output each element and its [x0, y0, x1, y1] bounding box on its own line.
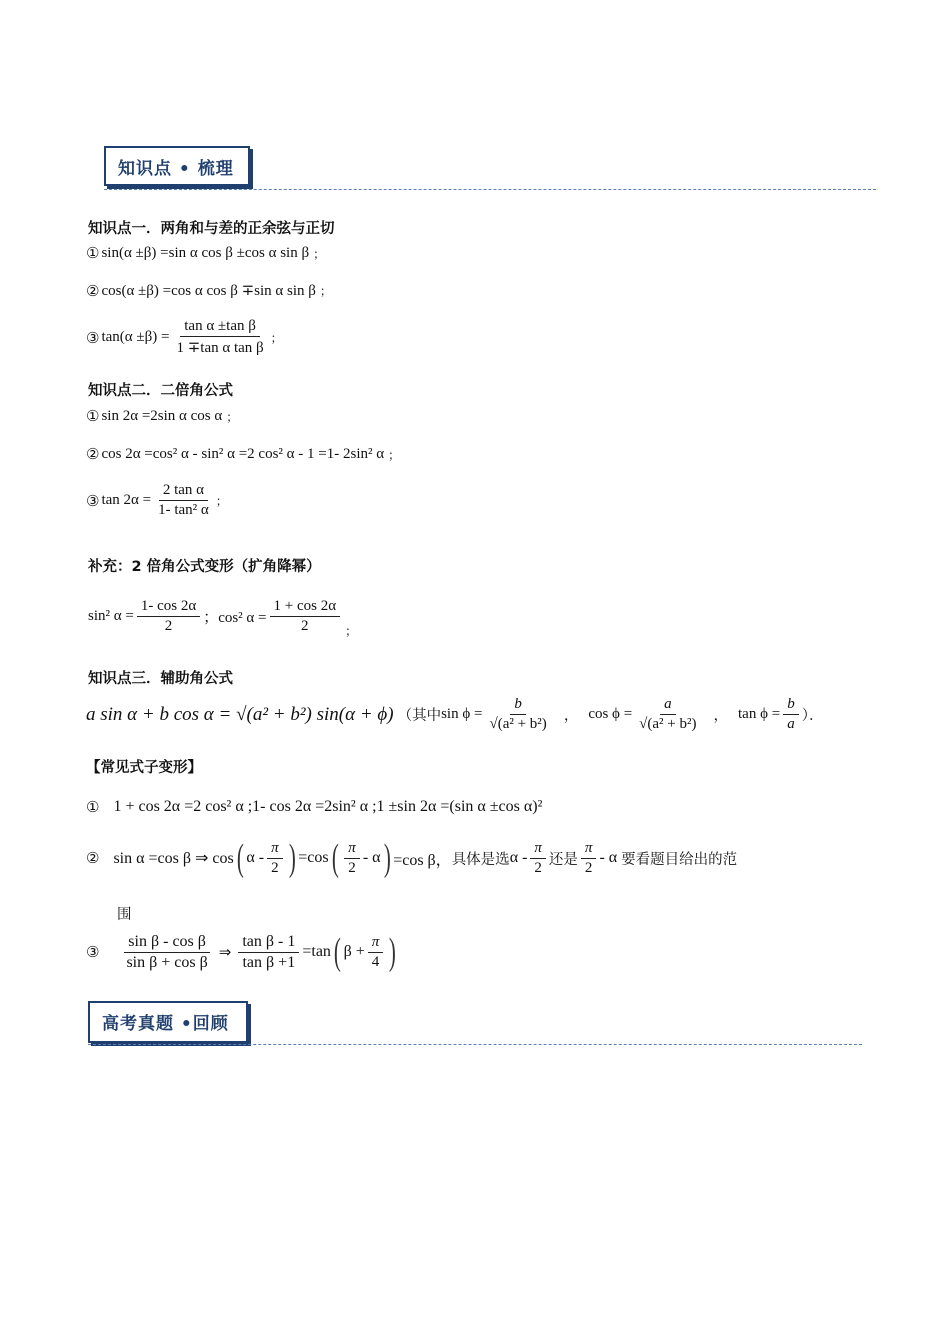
numerator: tan β - 1 — [238, 933, 299, 953]
separator: ， — [563, 708, 579, 724]
formula-part: =tan — [302, 943, 331, 960]
numerator: 1- cos 2α — [137, 598, 200, 617]
numerator: 2 tan α — [159, 482, 208, 501]
k1-heading: 知识点一．两角和与差的正余弦与正切 — [88, 221, 335, 237]
fraction — [238, 933, 299, 972]
section-title-exam-review — [88, 1001, 248, 1043]
sin-lhs: sin ϕ = — [441, 706, 483, 722]
item-number: ② — [86, 281, 100, 300]
fraction — [122, 933, 211, 972]
denominator: 2 — [301, 618, 309, 634]
formula-sep: ；cos² α = — [203, 610, 267, 626]
numerator: π — [344, 840, 360, 859]
fraction — [270, 598, 341, 635]
numerator: sin β - cos β — [124, 933, 210, 953]
numerator: π — [530, 840, 546, 859]
item-number: ① — [86, 244, 100, 262]
common-formula-3 — [86, 930, 399, 974]
denominator: sin β + cos β — [126, 953, 208, 971]
numerator: π — [267, 840, 283, 859]
fraction — [344, 840, 360, 877]
denominator: tan β +1 — [242, 953, 296, 971]
left-paren: ( — [236, 837, 244, 879]
formula-part: =cos β， — [393, 851, 452, 869]
denominator: √(a² + b²) — [639, 716, 697, 732]
right-paren: ) — [383, 837, 391, 879]
fraction — [581, 840, 597, 877]
item-number: ① — [86, 407, 100, 425]
k1-formula-1 — [86, 244, 325, 262]
section-divider — [88, 1044, 862, 1045]
fraction — [783, 696, 799, 733]
formula-part: =cos — [298, 849, 329, 866]
fraction — [485, 696, 550, 733]
denominator: 2 — [271, 859, 279, 876]
formula-end: ； — [215, 494, 228, 508]
formula-lhs: tan 2α = — [101, 492, 152, 508]
arrow: ⇒ — [218, 944, 232, 961]
formula-part: sin α =cos β ⇒ cos — [113, 850, 234, 867]
formula-text: sin(α ±β) =sin α cos β ±cos α sin β — [101, 244, 310, 261]
left-paren: ( — [331, 837, 339, 879]
formula-end: ； — [388, 447, 401, 462]
cos-lhs: cos ϕ = — [588, 706, 633, 722]
left-paren: ( — [333, 931, 341, 973]
formula-text: 1 + cos 2α =2 cos² α ;1- cos 2α =2sin² α ;1 ±sin 2α =(sin α ±cos α)² — [113, 798, 543, 815]
formula-end: ； — [319, 284, 332, 298]
formula-part: β + — [343, 943, 365, 960]
numerator: 1 + cos 2α — [270, 598, 341, 617]
formula-end: ； — [226, 409, 239, 424]
formula-end: ； — [345, 624, 358, 638]
item-number: ② — [86, 445, 100, 463]
denominator: 2 — [534, 859, 542, 876]
formula-end: ； — [270, 331, 283, 345]
numerator: π — [581, 840, 597, 859]
k3-formula — [86, 696, 823, 733]
formula-text: sin 2α =2sin α cos α — [101, 407, 223, 424]
auxiliary-formula: a sin α + b cos α = √(a² + b²) sin(α + ϕ) — [86, 703, 394, 725]
denominator: 2 — [584, 859, 593, 876]
note-text: 要看题目给出的范 — [621, 851, 738, 868]
fraction — [137, 598, 200, 635]
fraction — [635, 696, 700, 733]
numerator: b — [783, 696, 799, 715]
formula-lhs: tan(α ±β) = — [101, 329, 170, 345]
tan-lhs: tan ϕ = — [738, 706, 781, 722]
denominator: a — [787, 716, 795, 732]
note-open: （其中 — [397, 708, 442, 724]
formula-part: - α — [362, 849, 381, 866]
item-number: ③ — [86, 943, 100, 961]
denominator: 2 — [164, 618, 173, 634]
item-number: ② — [86, 849, 100, 867]
k3-heading: 知识点三．辅助角公式 — [88, 671, 233, 687]
note-close: ）． — [801, 708, 824, 724]
numerator: a — [660, 696, 676, 715]
numerator: b — [510, 696, 526, 715]
numerator: π — [368, 934, 384, 953]
section-title-knowledge — [104, 146, 250, 186]
common-heading: 【常见式子变形】 — [86, 760, 202, 776]
k2-formula-1 — [86, 407, 238, 425]
k1-formula-3 — [86, 318, 283, 357]
fraction — [368, 934, 384, 971]
fraction — [154, 482, 213, 519]
supp-heading: 补充：2 倍角公式变形（扩角降幂） — [88, 559, 321, 575]
section-title-text: 高考真题 •回顾 — [102, 1014, 229, 1034]
denominator: 2 — [348, 859, 356, 876]
k1-formula-2 — [86, 281, 332, 300]
formula-lhs: sin² α = — [88, 608, 134, 624]
fraction — [172, 318, 267, 357]
formula-part: α - — [509, 849, 528, 866]
fraction — [530, 840, 546, 877]
denominator: 1- tan² α — [158, 502, 209, 518]
denominator: 1 ∓tan α tan β — [176, 340, 264, 356]
common-formula-1 — [86, 798, 542, 816]
formula-part: - α — [599, 849, 618, 866]
numerator: tan α ±tan β — [180, 318, 260, 337]
formula-end: ； — [313, 246, 326, 261]
denominator: √(a² + b²) — [489, 716, 547, 732]
note-text: 还是 — [548, 851, 578, 868]
section-title-text: 知识点 • 梳理 — [118, 159, 234, 179]
right-paren: ) — [389, 931, 397, 973]
section-divider — [104, 189, 876, 190]
item-number: ③ — [86, 491, 100, 510]
item-number: ③ — [86, 328, 100, 347]
note-text: 具体是选 — [451, 851, 510, 868]
common-formula-2 — [86, 836, 737, 880]
fraction — [267, 840, 283, 877]
denominator: 4 — [371, 953, 380, 970]
supp-formula — [88, 598, 358, 638]
note-text-wrap: 围 — [117, 907, 132, 923]
k2-heading: 知识点二．二倍角公式 — [88, 383, 233, 399]
k2-formula-3 — [86, 482, 228, 519]
formula-text: cos 2α =cos² α - sin² α =2 cos² α - 1 =1- 2sin² α — [101, 445, 385, 462]
right-paren: ) — [288, 837, 296, 879]
item-number: ① — [86, 798, 100, 816]
formula-part: α - — [246, 849, 265, 866]
formula-text: cos(α ±β) =cos α cos β ∓sin α sin β — [101, 283, 316, 299]
separator: ， — [713, 708, 729, 724]
k2-formula-2 — [86, 445, 400, 463]
